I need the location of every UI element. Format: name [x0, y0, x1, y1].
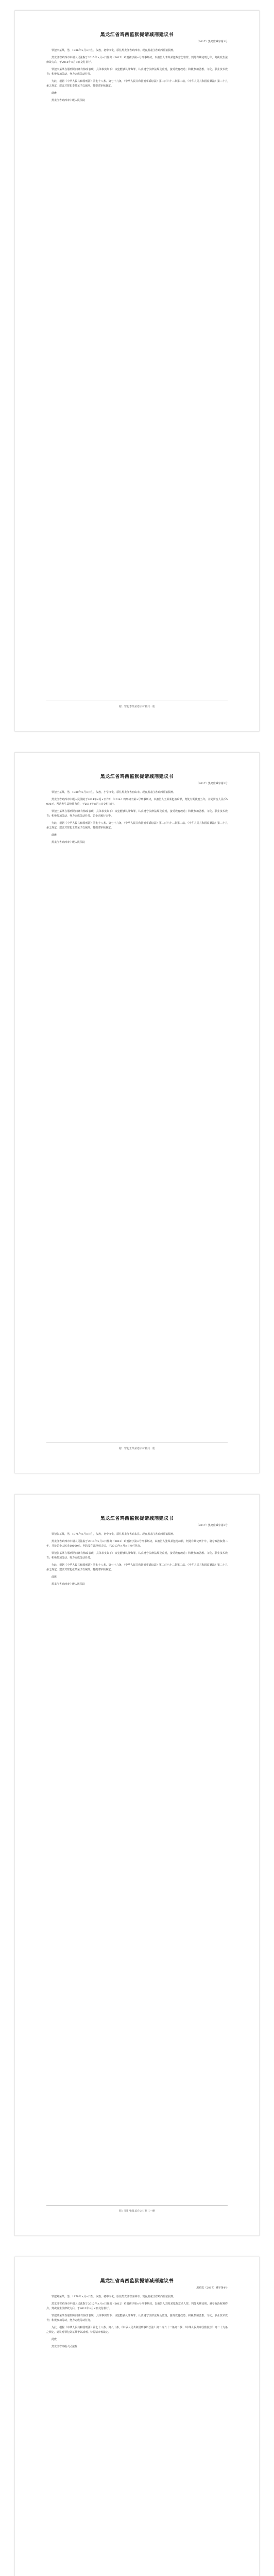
- document-footer: 附：罪犯张某某卷宗材料共一册: [118, 2210, 155, 2213]
- page-frame: [14, 1494, 260, 2236]
- footer-divider: [46, 2205, 228, 2206]
- page-frame: [14, 752, 260, 1473]
- paragraph: 黑龙江省鸡西市中级人民法院: [52, 1583, 85, 1586]
- paragraph: 此致: [52, 1575, 57, 1579]
- paragraph: 罪犯刘某某，男，1978年×月×日生，汉族，初中文化，原住黑龙江省虎林市。现在黑龙江省鸡西监狱服刑。: [52, 2295, 176, 2298]
- paragraph: 罪犯李某某在服刑期间确有悔改表现，具体事实如下：该犯能够认罪悔罪，认真遵守法律法规及监规，接受教育改造；积极参加思想、文化、职业技术教育；积极参加劳动，努力完成劳动任务。: [46, 68, 228, 76]
- paragraph: 黑龙江省鸡西市中级人民法院于2012年×月×日作出（2012）鸡刑初字第×号刑事判决，以被告人刘某某犯故意杀人罪，判处无期徒刑，剥夺政治权利终身。判决发生法律效力后，于2012年×月×日交付执行。: [46, 2302, 228, 2310]
- document-body: [46, 33, 228, 106]
- document-page-2: [0, 752, 274, 1473]
- document-body: [46, 1517, 228, 1589]
- document-number: （2017）黑鸡监减字第3号: [196, 1524, 228, 1527]
- paragraph: 罪犯王某某在服刑期间确有悔改表现，具体事实如下：该犯能够认罪悔罪，认真遵守法律法规及监规，接受教育改造；积极参加思想、文化、职业技术教育；积极参加劳动，努力完成劳动任务。罚金已履行完毕。: [46, 810, 228, 818]
- document-number: （2017）黑鸡监减字第2号: [196, 782, 228, 785]
- document-title: 黑龙江省鸡西监狱提请减刑建议书: [100, 774, 174, 779]
- document-title: 黑龙江省鸡西监狱提请减刑建议书: [100, 2279, 174, 2284]
- paragraph: 为此，根据《中华人民共和国刑法》第七十八条、第八十条，《中华人民共和国刑事诉讼法》第二百六十二条第二款、《中华人民共和国监狱法》第二十九条之规定，建议对罪犯刘某某予以减刑。特提请审核裁定。: [46, 2326, 228, 2334]
- document-number: （2017）黑鸡监减字第1号: [196, 40, 228, 43]
- paragraph: 黑龙江省高级人民法院: [52, 2345, 78, 2348]
- document-footer: 附：罪犯李某某卷宗材料共一册: [118, 705, 155, 708]
- paragraph: 黑龙江省鸡西市中级人民法院: [52, 99, 85, 102]
- paragraph: 为此，根据《中华人民共和国刑法》第七十八条、第七十九条，《中华人民共和国刑事诉讼法》第二百六十二条第二款、《中华人民共和国监狱法》第二十九条之规定，建议对罪犯王某某予以减刑。特提请审核裁定。: [46, 822, 228, 829]
- paragraph: 为此，根据《中华人民共和国刑法》第七十八条、第七十九条，《中华人民共和国刑事诉讼法》第二百六十二条第二款、《中华人民共和国监狱法》第二十九条之规定，建议对罪犯李某某予以减刑。特提请审核裁定。: [46, 80, 228, 88]
- paragraph: 罪犯张某某在服刑期间确有悔改表现，具体事实如下：该犯能够认罪悔罪，认真遵守法律法规及监规，接受教育改造；积极参加思想、文化、职业技术教育；积极参加劳动，努力完成劳动任务。: [46, 1552, 228, 1560]
- paragraph: 此致: [52, 92, 57, 95]
- paragraph: 罪犯王某某，男，1980年×月×日生，汉族，小学文化，原住黑龙江省密山市。现在黑龙江省鸡西监狱服刑。: [52, 791, 176, 794]
- paragraph: 罪犯刘某某在服刑期间确有悔改表现，具体事实如下：该犯能够认罪悔罪，认真遵守法律法规及监规，接受教育改造；积极参加思想、文化、职业技术教育；积极参加劳动，努力完成劳动任务。: [46, 2314, 228, 2322]
- paragraph: 黑龙江省鸡西市中级人民法院于2014年×月×日作出（2014）鸡刑初字第×号刑事判决，以被告人王某某犯盗窃罪，判处有期徒刑五年，并处罚金人民币5000元。判决发生法律效力后，于2014年×月×日交付执行。: [46, 798, 228, 806]
- document-title: 黑龙江省鸡西监狱提请减刑建议书: [100, 32, 174, 38]
- document-body: [46, 775, 228, 848]
- document-page-3: [0, 1494, 274, 2236]
- paragraph: 此致: [52, 2338, 57, 2341]
- paragraph: 罪犯张某某，男，1975年×月×日生，汉族，初中文化，原住黑龙江省鸡东县。现在黑龙江省鸡西监狱服刑。: [52, 1533, 176, 1536]
- document-page-4: [0, 2257, 274, 2576]
- document-title: 黑龙江省鸡西监狱提请减刑建议书: [100, 1516, 174, 1521]
- paragraph: 为此，根据《中华人民共和国刑法》第七十八条、第七十九条，《中华人民共和国刑事诉讼法》第二百六十二条第二款、《中华人民共和国监狱法》第二十九条之规定，建议对罪犯张某某予以减刑。特提请审核裁定。: [46, 1564, 228, 1571]
- paragraph: 黑龙江省鸡西市中级人民法院: [52, 841, 85, 844]
- document-body: [46, 2279, 228, 2352]
- paragraph: 黑龙江省鸡西市中级人民法院于2013年×月×日作出（2013）鸡刑初字第×号刑事判决，以被告人张某某犯抢劫罪，判处有期徒刑十年，剥夺政治权利二年，并处罚金人民币10000元。判决发生法律效力后，于2013年×月×日交付执行。: [46, 1540, 228, 1548]
- paragraph: 黑龙江省鸡西市中级人民法院于2015年×月×日作出（2015）鸡刑初字第×号刑事判决，以被告人李某某犯故意伤害罪，判处有期徒刑七年。判决发生法律效力后，于2015年×月×日交付执行。: [46, 56, 228, 64]
- document-number: 黑鸡监（2017）减字第4号: [196, 2286, 228, 2290]
- document-page-1: [0, 10, 274, 732]
- document-footer: 附：罪犯王某某卷宗材料共一册: [118, 1447, 155, 1450]
- paragraph: 罪犯李某某，男，1986年×月×日生，汉族，初中文化，原住黑龙江省鸡西市。现在黑龙江省鸡西监狱服刑。: [52, 49, 176, 52]
- paragraph: 此致: [52, 834, 57, 837]
- page-frame: [14, 10, 260, 732]
